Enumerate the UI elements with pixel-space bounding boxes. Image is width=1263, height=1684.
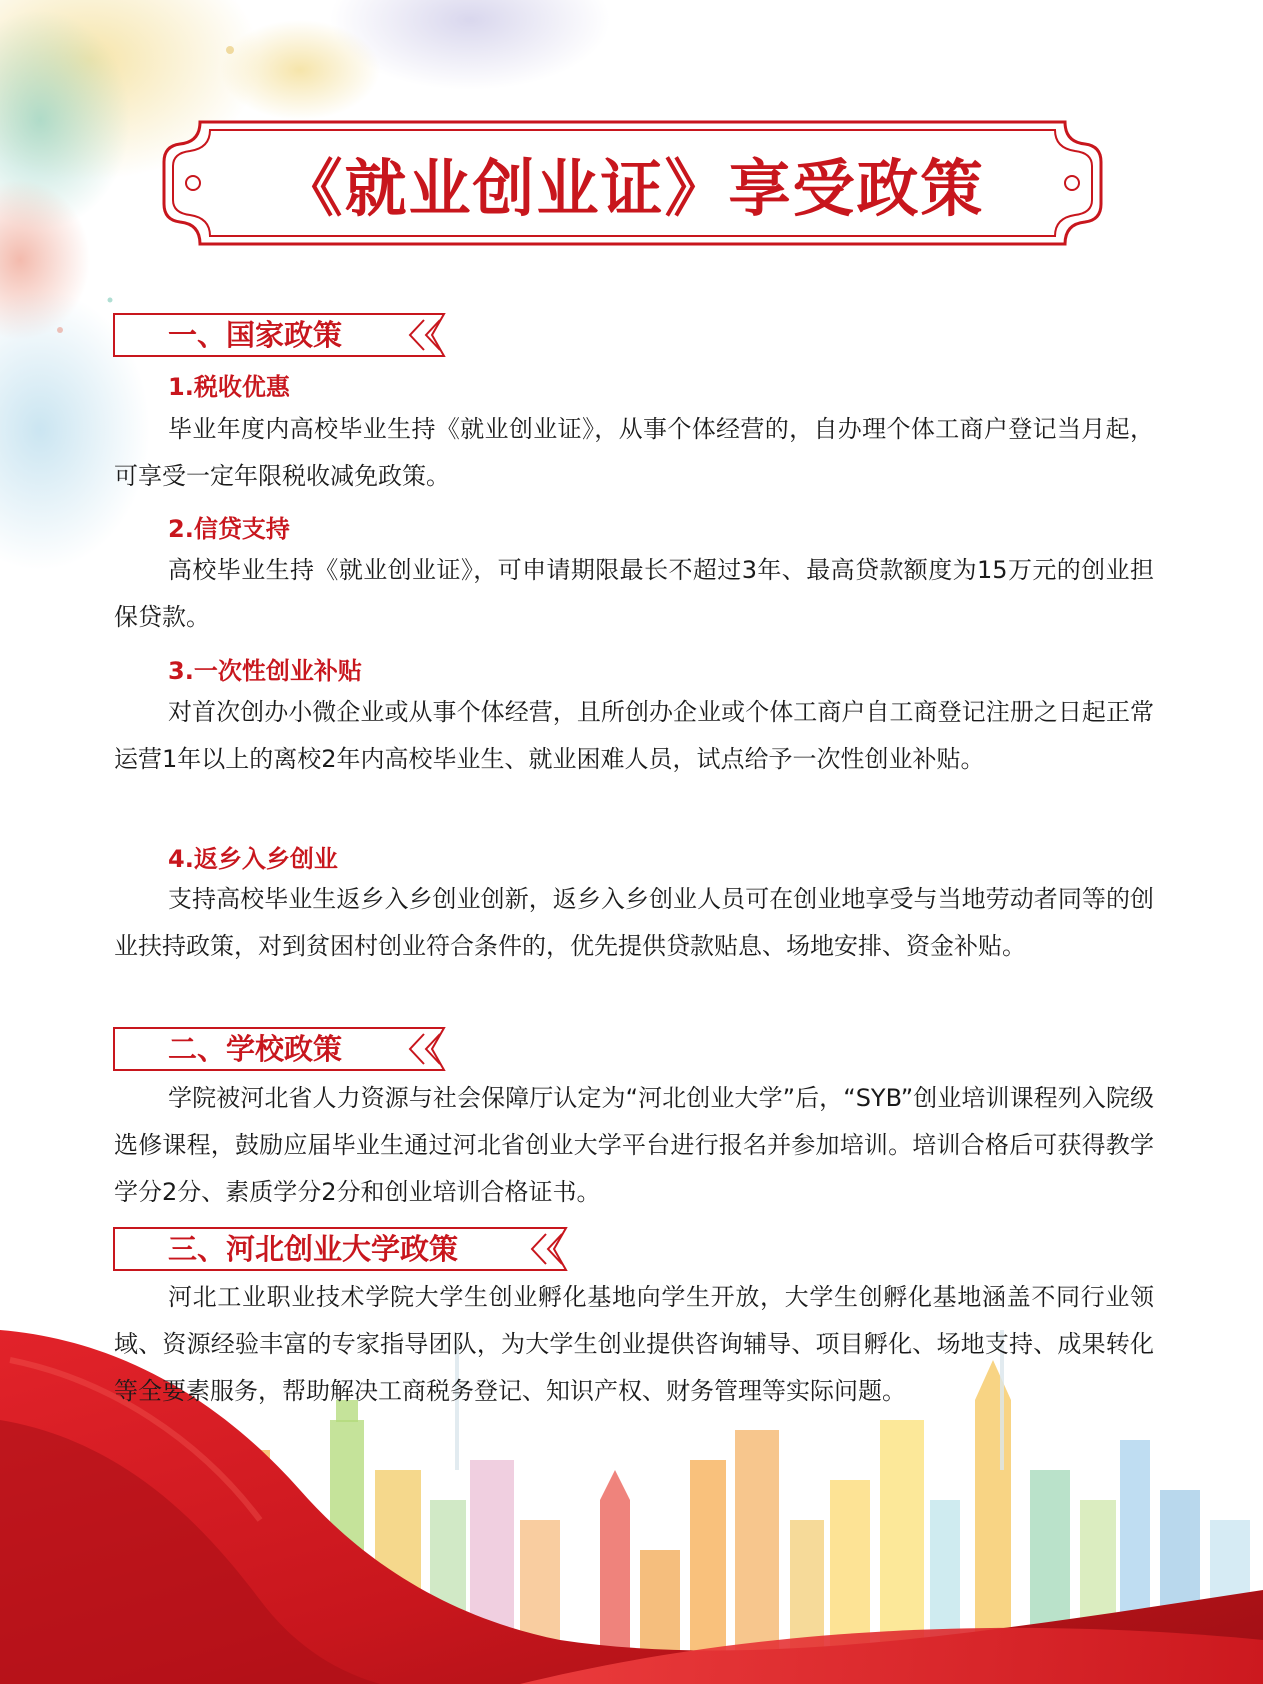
section-title: 三、河北创业大学政策 <box>168 1232 459 1266</box>
section-header-hebei-university <box>112 1226 577 1272</box>
subheading-return-home: 4.返乡入乡创业 <box>168 845 338 873</box>
paragraph-return-home: 支持高校毕业生返乡入乡创业创新，返乡入乡创业人员可在创业地享受与当地劳动者同等的创业扶持政策，对到贫困村创业符合条件的，优先提供贷款贴息、场地安排、资金补贴。 <box>114 885 1154 960</box>
page-title: 《就业创业证》享受政策 <box>280 151 985 225</box>
section-title: 二、学校政策 <box>168 1032 343 1066</box>
paragraph-tax: 毕业年度内高校毕业生持《就业创业证》，从事个体经营的，自办理个体工商户登记当月起，可享受一定年限税收减免政策。 <box>114 415 1154 490</box>
section-title: 一、国家政策 <box>168 318 343 352</box>
paragraph-hebei-university: 河北工业职业技术学院大学生创业孵化基地向学生开放，大学生创孵化基地涵盖不同行业领域、资源经验丰富的专家指导团队，为大学生创业提供咨询辅导、项目孵化、场地支持、成果转化等全要素服务，帮助解决工商税务登记、知识产权、财务管理等实际问题。 <box>114 1283 1154 1405</box>
subheading-credit: 2.信贷支持 <box>168 515 290 543</box>
subheading-subsidy: 3.一次性创业补贴 <box>168 657 362 685</box>
section-header-national <box>112 312 455 358</box>
title-banner <box>160 118 1105 248</box>
subheading-tax: 1.税收优惠 <box>168 373 290 401</box>
section-header-school <box>112 1026 455 1072</box>
paragraph-credit: 高校毕业生持《就业创业证》，可申请期限最长不超过3年、最高贷款额度为15万元的创业担保贷款。 <box>114 556 1154 631</box>
paragraph-subsidy: 对首次创办小微企业或从事个体经营，且所创办企业或个体工商户自工商登记注册之日起正常运营1年以上的离校2年内高校毕业生、就业困难人员，试点给予一次性创业补贴。 <box>114 698 1154 773</box>
paragraph-school: 学院被河北省人力资源与社会保障厅认定为“河北创业大学”后，“SYB”创业培训课程列入院级选修课程，鼓励应届毕业生通过河北省创业大学平台进行报名并参加培训。培训合格后可获得教学学分2分、素质学分2分和创业培训合格证书。 <box>114 1084 1154 1206</box>
